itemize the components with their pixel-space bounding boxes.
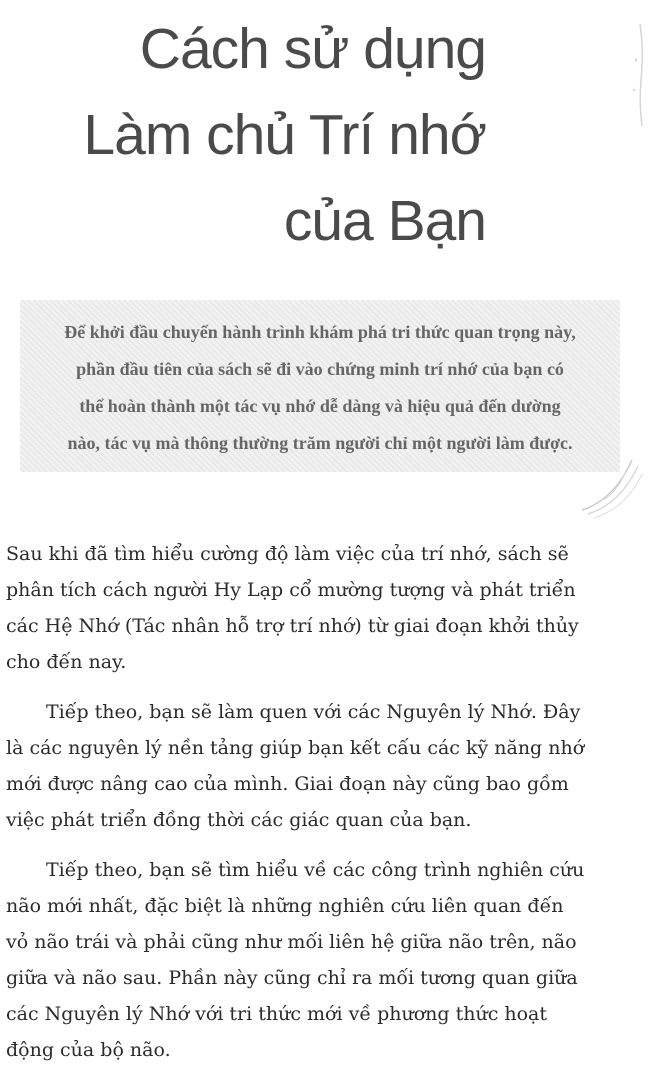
paragraph-line: giữa và não sau. Phần này cũng chỉ ra mối tương quan giữa [6,967,578,989]
title-line: của Bạn [283,189,486,253]
intro-line: nào, tác vụ mà thông thường trăm người chỉ một người làm được. [67,433,573,453]
body-text [0,536,640,1068]
intro-line: phần đầu tiên của sách sẽ đi vào chứng minh trí nhớ của bạn có [76,359,564,379]
paragraph-line: Tiếp theo, bạn sẽ tìm hiểu về các công trình nghiên cứu [46,859,585,881]
decorative-marks-icon [626,20,648,130]
paragraph-1 [0,536,640,680]
intro-line: thể hoàn thành một tác vụ nhớ dễ dàng và hiệu quả đến dường [79,396,561,416]
paragraph-2 [0,694,640,838]
paragraph-line: là các nguyên lý nền tảng giúp bạn kết cấu các kỹ năng nhớ [6,737,585,759]
swirl-decoration-icon [574,440,644,520]
page-title [83,6,486,264]
paragraph-line: việc phát triển đồng thời các giác quan của bạn. [6,809,472,831]
title-line: Làm chủ Trí nhớ [83,103,486,167]
paragraph-line: động của bộ não. [6,1039,171,1061]
paragraph-line: não mới nhất, đặc biệt là những nghiên cứu liên quan đến [6,895,564,917]
paragraph-line: vỏ não trái và phải cũng như mối liên hệ giữa não trên, não [6,931,577,953]
paragraph-line: cho đến nay. [6,651,127,673]
paragraph-line: Tiếp theo, bạn sẽ làm quen với các Nguyên lý Nhớ. Đây [46,701,581,723]
paragraph-line: các Hệ Nhớ (Tác nhân hỗ trợ trí nhớ) từ giai đoạn khởi thủy [6,615,579,637]
paragraph-line: Sau khi đã tìm hiểu cường độ làm việc của trí nhớ, sách sẽ [6,543,569,565]
paragraph-line: các Nguyên lý Nhớ với tri thức mới về phương thức hoạt [6,1003,548,1025]
intro-summary [20,314,620,462]
paragraph-line: mới được nâng cao của mình. Giai đoạn này cũng bao gồm [6,773,569,795]
paragraph-line: phân tích cách người Hy Lạp cổ mường tượng và phát triển [6,579,576,601]
paragraph-3 [0,852,640,1068]
title-line: Cách sử dụng [139,17,486,81]
intro-line: Để khởi đầu chuyến hành trình khám phá tri thức quan trọng này, [64,322,576,342]
